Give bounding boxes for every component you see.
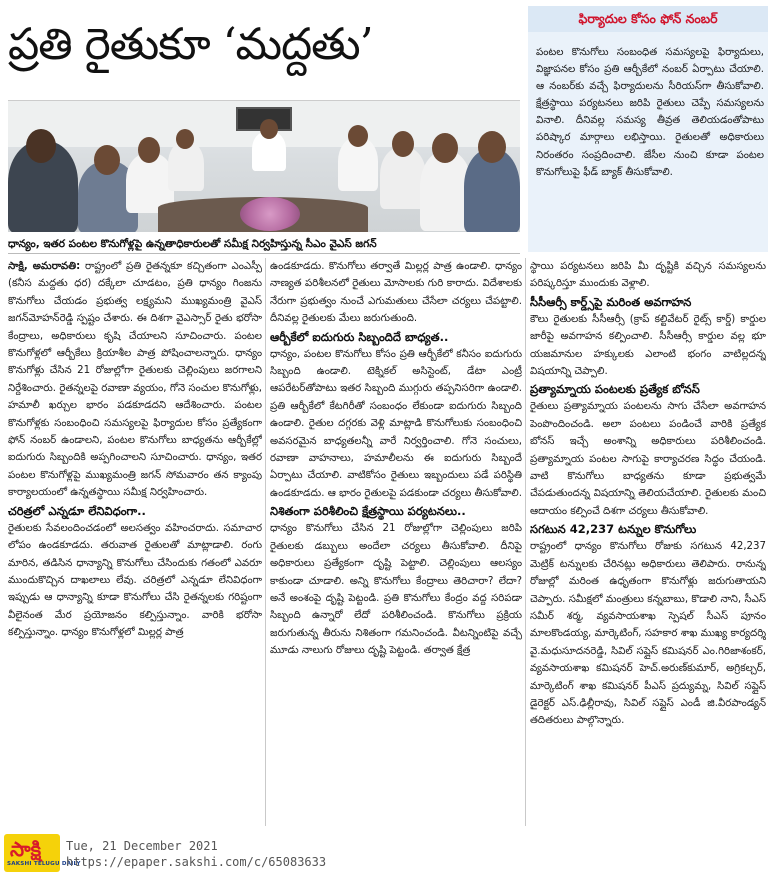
paragraph: ధాన్యం, పంటల కొనుగోలు కోసం ప్రతి ఆర్బీకేలో కనీసం ఐదుగురు సిబ్బంది ఉండాలి. టెక్నికల్‌ అసిస్టెంట్‌, డేటా ఎంట్రీ ఆపరేటర్‌తోపాటు ఇతర సిబ్బంది ముగ్గురు తప్పనిసరిగా ఉండాలి. ప్రతి ఆర్బీకేలో కేటగిరీతో సంబంధం లేకుండా ఐదుగురు సిబ్బంది ఉండాలి. రైతుల దగ్గరకు వెళ్లి మాట్లాడి కొనుగోలుకు సంబంధించి అవసరమైన బాధ్యతలన్నీ వారే నిర్వర్తించాలి. గోనె సంచులు, రవాణా వాహనాలు, హమాలీలను ఈ ఐదుగురు సిబ్బందే ఏర్పాటు చేయాలి. వాటికోసం రైతులు ఇబ్బందులు పడే పరిస్థితి ఉండకూడదు. ఆ భారం రైతులపై పడకుండా చర్యలు తీసుకోవాలి. bbox=[270, 348, 522, 499]
headline: ప్రతి రైతుకూ ‘మద్దతు’ bbox=[8, 19, 373, 70]
paragraph: రైతులు ప్రత్యామ్నాయ పంటలను సాగు చేసేలా అవగాహన పెంపొందించండి. అలా పంటలు పండించే వారికి ప్రత్యేక బోనస్‌ ఇచ్చే అంశాన్ని అధికారులు పరిశీలించండి. ప్రత్యామ్నాయ పంటల సాగుపై కార్యాచరణ సిద్ధం చేయండి. వాటి కొనుగోలు బాధ్యతను కూడా ప్రభుత్వమే చేపడుతుందన్న విషయాన్ని తెలియచేయాలి. రైతులకు మంచి ఆదాయం కల్పించే దిశగా చర్యలు తీసుకోవాలి. bbox=[530, 401, 766, 517]
photo-head bbox=[176, 129, 194, 149]
subheading: ఆర్బీకేలో ఐదుగురు సిబ్బందిదే బాధ్యత.. bbox=[270, 329, 449, 344]
dateline: సాక్షి, అమరావతి: bbox=[8, 261, 81, 272]
lead-paragraph bbox=[8, 258, 262, 502]
subheading: నిశితంగా పరిశీలించి క్షేత్రస్థాయి పర్యటనలు.. bbox=[270, 504, 466, 519]
logo-subtitle: SAKSHI TELUGU DAILY bbox=[7, 861, 81, 867]
column-rule bbox=[525, 258, 526, 826]
column-rule bbox=[265, 258, 266, 826]
subheading: సగటున 42,237 టన్నుల కొనుగోలు bbox=[530, 522, 697, 537]
photo-head bbox=[392, 131, 414, 157]
photo-caption: ధాన్యం, ఇతర పంటల కొనుగోళ్లపై ఉన్నతాధికారులతో సమీక్ష నిర్వహిస్తున్న సీఎం వైఎస్‌ జగన్‌ bbox=[8, 234, 520, 254]
complaints-sidebar-box bbox=[528, 6, 768, 252]
photo-head bbox=[260, 119, 278, 139]
photo-head bbox=[432, 133, 458, 163]
subheading: ప్రత్యామ్నాయ పంటలకు ప్రత్యేక బోనస్‌ bbox=[530, 382, 700, 397]
photo-head bbox=[478, 131, 506, 163]
article-column-3 bbox=[530, 258, 766, 828]
sidebar-title: ఫిర్యాదుల కోసం ఫోన్‌ నంబర్‌ bbox=[528, 6, 768, 32]
article-column-1 bbox=[8, 258, 262, 828]
paragraph: ధాన్యం కొనుగోలు చేసిన 21 రోజుల్లోగా చెల్లింపులు జరిపి రైతులకు డబ్బులు అందేలా చర్యలు తీసుకోవాలి. దీనిపై అధికారులు ప్రత్యేకంగా దృష్టి పెట్టాలి. చెల్లింపులు ఆలస్యం కాకుండా చూడాలి. అన్ని కొనుగోలు కేంద్రాలు తెరిచారా? లేదా? అనే అంశంపై దృష్టి పెట్టండి. ప్రతి కొనుగోలు కేంద్రం వద్ద సరిపడా సిబ్బంది ఉన్నారో లేదో పరిశీలించండి. కొనుగోలు ప్రక్రియ జరుగుతున్న తీరును నిశితంగా గమనించండి. వీటన్నింటిపై వచ్చే మూడు నాలుగు రోజులు దృష్టి పెట్టండి. తర్వాత క్షేత్ర bbox=[270, 523, 522, 657]
review-meeting-photo bbox=[8, 100, 520, 232]
subheading: సీసీఆర్సీ కార్డ్స్‌పై మరింత అవగాహన bbox=[530, 294, 692, 309]
epaper-url-link[interactable]: https://epaper.sakshi.com/c/65083633 bbox=[66, 855, 327, 869]
photo-flowers bbox=[240, 197, 300, 231]
subheading: చరిత్రలో ఎన్నడూ లేనివిధంగా.. bbox=[8, 503, 146, 518]
edition-date: Tue, 21 December 2021 bbox=[66, 839, 218, 853]
photo-head bbox=[348, 125, 368, 147]
footer bbox=[0, 832, 771, 875]
sidebar-body: పంటల కొనుగోలు సంబంధిత సమస్యలపై ఫిర్యాదులు, విజ్ఞాపనల కోసం ప్రతి ఆర్బీకేలో నంబర్‌ ఏర్పాటు చేయాలి. ఆ నంబర్‌కు వచ్చే ఫిర్యాదులను సీరియస్‌గా తీసుకోవాలి. క్షేత్రస్థాయి పర్యటనలు జరిపి రైతులు చెప్పే సమస్యలను వినాలి. దీనివల్ల సమస్య తీవ్రత తెలియడంతోపాటు పరిష్కార మార్గాలు లభిస్తాయి. రైతులతో అధికారులు నిరంతరం సంప్రదించాలి. జేసీల నుంచి కూడా పంటల కొనుగోలుపై ఫీడ్‌ బ్యాక్‌ తీసుకోవాలి. bbox=[536, 47, 764, 178]
paragraph: రైతులకు సేవలందించడంలో అలసత్వం వహించరాదు. సమాచార లోపం ఉండకూడదు. తరువాత రైతులతో మాట్లాడాలి. రంగు మారిన, తడిసిన ధాన్యాన్ని కొనుగోలు చేసిందుకు గతంలో ఎవరూ ముందుకొచ్చిన దాఖలాలు లేవు. చరిత్రలో ఎన్నడూ లేనివిధంగా ఇప్పుడు ఆ ధాన్యాన్ని కూడా కొనుగోలు చేసి రైతన్నలకు గరిష్టంగా వీలైనంత మేర ప్రయోజనం కల్పిస్తున్నాం. వారికి భరోసా కల్పిస్తున్నాం. ధాన్యం కొనుగోళ్లలో మిల్లర్ల పాత్ర bbox=[8, 522, 262, 639]
photo-head bbox=[26, 129, 56, 163]
paragraph: ఉండకూడదు. కొనుగోలు తర్వాతే మిల్లర్ల పాత్ర ఉండాలి. ధాన్యం నాణ్యత పరిశీలనలో రైతులు మోసాలకు గురి కారాదు. విదేశాలకు నేరుగా ప్రభుత్వం నుంచే ఎగుమతులు చేసేలా చర్యలు చేపట్టాలి. దీనివల్ల రైతులకు మేలు జరుగుతుంది. bbox=[270, 261, 522, 325]
paragraph-text: రాష్ట్రంలో ప్రతి రైతన్నకూ కచ్చితంగా ఎంఎస్పీ (కనీస మద్దతు ధర) దక్కేలా చూడటం, ప్రతి ధాన్యం గింజను కొనుగోలు చేయడం ప్రభుత్వ లక్ష్యమని ముఖ్యమంత్రి వైఎస్‌ జగన్‌మోహన్‌రెడ్డి స్పష్టం చేశారు. ఈ దిశగా వైఎస్సార్‌ రైతు భరోసా కేంద్రాలు, అధికారులు కృషి చేయాలని సూచించారు. పంటల కొనుగోళ్లలో ఆర్బీకేలు క్రియాశీల పాత్ర పోషించాలన్నారు. ధాన్యం కొనుగోళ్లు చేసిన 21 రోజుల్లోగా రైతులకు చెల్లింపులు జరగాలని నిర్దేశించారు. రైతన్నలపై రవాణా వ్యయం, గోనె సంచుల కొనుగోళ్లు, హమాలీ ఖర్చుల భారం పడకూడదని ఆదేశించారు. పంటల కొనుగోళ్లకు సంబంధించి సమస్యలపై ఫిర్యాదుల కోసం ప్రత్యేకంగా ఫోన్‌ నంబర్‌ ఉండాలని, పంటల కొనుగోలు బాధ్యతను ఆర్బీకేల్లో ఐదుగురు సిబ్బందికి అప్పగించాలని సూచించారు. ధాన్యం, ఇతర పంటల కొనుగోళ్లపై ముఖ్యమంత్రి జగన్‌ సోమవారం తన క్యాంపు కార్యాలయంలో ఉన్నతస్థాయి సమీక్ష నిర్వహించారు. bbox=[8, 261, 262, 499]
article-column-2 bbox=[270, 258, 522, 828]
paragraph: కౌలు రైతులకు సీసీఆర్సీ (క్రాప్‌ కల్టివేటర్‌ రైట్స్‌ కార్డ్‌) కార్డుల జారీపై అవగాహన కల్పించాలి. సీసీఆర్సీ కార్డుల వల్ల భూ యజమానుల హక్కులకు ఎలాంటి భంగం వాటిల్లదన్న విషయాన్ని చెప్పాలి. bbox=[530, 313, 766, 378]
photo-head bbox=[138, 137, 160, 163]
paragraph: స్థాయి పర్యటనలు జరిపి మీ దృష్టికి వచ్చిన సమస్యలను పరిష్కరిస్తూ ముందుకు వెళ్లాలి. bbox=[530, 261, 766, 290]
paragraph: రాష్ట్రంలో ధాన్యం కొనుగోలు రోజుకు సగటున 42,237 మెట్రిక్‌ టన్నులకు చేరినట్లు అధికారులు తెలిపారు. రానున్న రోజుల్లో మరింత ఉధృతంగా కొనుగోళ్లు జరుగుతాయని చెప్పారు. సమీక్షలో మంత్రులు కన్నబాబు, కొడాలి నాని, సీఎస్‌ సమీర్‌ శర్మ, వ్యవసాయశాఖ స్పెషల్‌ సీఎస్‌ పూనం మాలకొండయ్య, మార్కెటింగ్‌, సహకార శాఖ ముఖ్య కార్యదర్శి వై.మధుసూదనరెడ్డి, సివిల్‌ సప్లైస్‌ కమిషనర్‌ ఎం.గిరిజాశంకర్‌, వ్యవసాయశాఖ కమిషనర్‌ హెచ్‌.అరుణ్‌కుమార్‌, అగ్రికల్చర్‌, మార్కెటింగ్‌ శాఖ కమిషనర్‌ పీఎస్‌ ప్రద్యుమ్న, సివిల్‌ సప్లైస్‌ డైరెక్టర్‌ ఎస్‌.ఢిల్లీరావు, సివిల్‌ సప్లైస్‌ ఎండీ జి.వీరపాండ్యన్‌ తదితరులు పాల్గొన్నారు. bbox=[530, 541, 766, 727]
photo-head bbox=[94, 145, 120, 175]
sakshi-logo[interactable] bbox=[4, 834, 81, 872]
logo-text: సాక్షి bbox=[10, 837, 42, 861]
